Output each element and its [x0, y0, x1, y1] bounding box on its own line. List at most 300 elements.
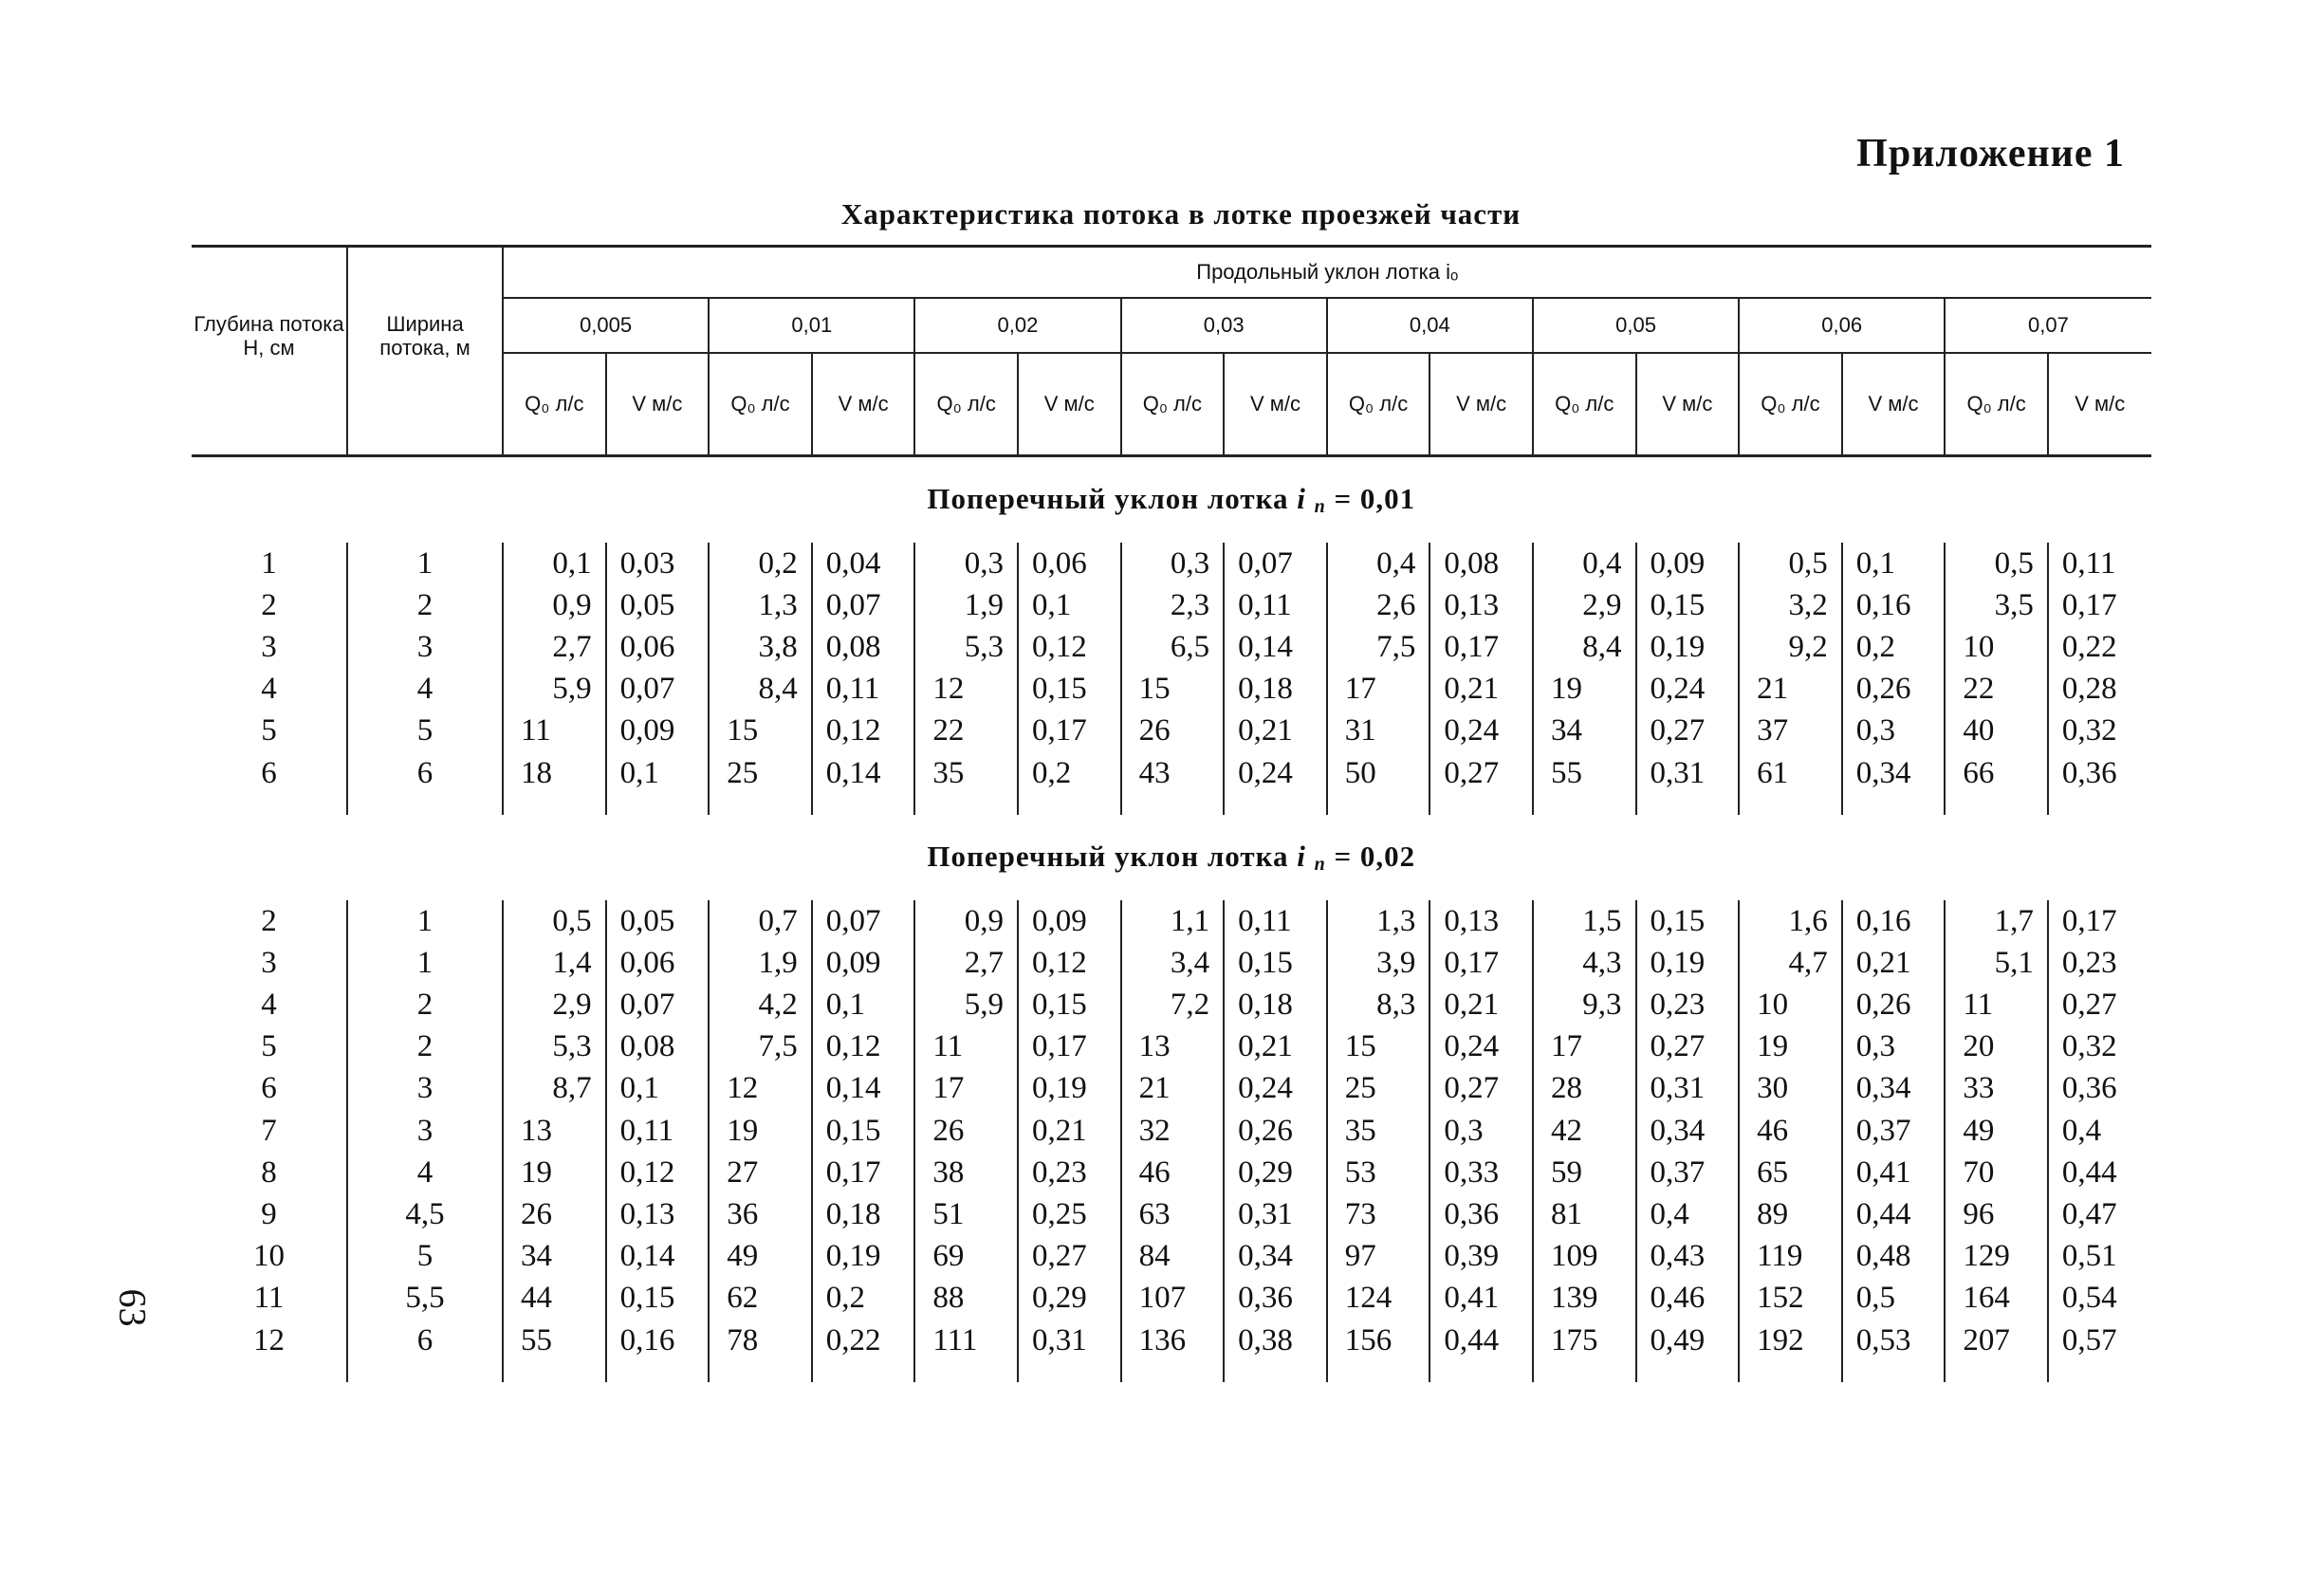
flow-q-cell: 70 — [1945, 1152, 2048, 1193]
section-gap — [192, 794, 2151, 815]
flow-q-cell: 1,5 — [1533, 900, 1636, 942]
velocity-v-cell: 0,12 — [812, 711, 915, 752]
flow-q-cell: 25 — [709, 752, 812, 794]
gap-cell — [1121, 1361, 1225, 1382]
flow-q-cell: 164 — [1945, 1278, 2048, 1320]
header-q — [1533, 353, 1636, 456]
table-row — [192, 752, 2151, 794]
flow-q-cell: 2,6 — [1327, 584, 1430, 626]
velocity-v-cell: 0,2 — [1018, 752, 1121, 794]
header-slope: 0,04 — [1327, 298, 1533, 353]
table-row — [192, 1236, 2151, 1278]
velocity-v-cell: 0,15 — [1636, 584, 1740, 626]
table-row — [192, 669, 2151, 711]
flow-q-cell: 81 — [1533, 1193, 1636, 1235]
width-cell: 1 — [347, 942, 503, 984]
flow-q-cell: 19 — [503, 1152, 606, 1193]
velocity-v-cell: 0,18 — [1224, 985, 1327, 1026]
width-cell: 6 — [347, 1320, 503, 1361]
velocity-v-cell: 0,24 — [1429, 711, 1533, 752]
flow-q-cell: 0,7 — [709, 900, 812, 942]
velocity-v-cell: 0,29 — [1018, 1278, 1121, 1320]
gap-cell — [1018, 1361, 1121, 1382]
flow-q-cell: 3,2 — [1739, 584, 1842, 626]
velocity-v-cell: 0,41 — [1429, 1278, 1533, 1320]
header-v-label: V м/с — [1456, 392, 1507, 416]
velocity-v-cell: 0,31 — [1224, 1193, 1327, 1235]
velocity-v-cell: 0,28 — [2048, 669, 2151, 711]
velocity-v-cell: 0,36 — [2048, 752, 2151, 794]
velocity-v-cell: 0,16 — [1842, 584, 1946, 626]
velocity-v-cell: 0,27 — [2048, 985, 2151, 1026]
flow-q-cell: 2,3 — [1121, 584, 1225, 626]
flow-q-cell: 192 — [1739, 1320, 1842, 1361]
velocity-v-cell: 0,15 — [1018, 669, 1121, 711]
header-v — [1429, 353, 1533, 456]
depth-cell: 9 — [261, 1197, 277, 1232]
flow-q-cell: 96 — [1945, 1193, 2048, 1235]
gap-cell — [1533, 1361, 1636, 1382]
velocity-v-cell: 0,26 — [1224, 1110, 1327, 1152]
velocity-v-cell: 0,38 — [1224, 1320, 1327, 1361]
flow-q-cell: 84 — [1121, 1236, 1225, 1278]
velocity-v-cell: 0,32 — [2048, 1026, 2151, 1068]
flow-q-cell: 13 — [1121, 1026, 1225, 1068]
velocity-v-cell: 0,19 — [812, 1236, 915, 1278]
velocity-v-cell: 0,11 — [1224, 900, 1327, 942]
flow-q-cell: 107 — [1121, 1278, 1225, 1320]
header-q-label: Q₀ л/с — [1761, 392, 1820, 416]
header-slope: 0,06 — [1739, 298, 1945, 353]
flow-q-cell: 10 — [1945, 626, 2048, 668]
flow-q-cell: 13 — [503, 1110, 606, 1152]
depth-cell: 4 — [261, 672, 277, 707]
table-row — [192, 1152, 2151, 1193]
flow-q-cell: 73 — [1327, 1193, 1430, 1235]
header-q — [503, 353, 606, 456]
depth-cell: 8 — [261, 1154, 277, 1190]
table-row — [192, 900, 2151, 942]
section-heading — [192, 456, 2151, 544]
velocity-v-cell: 0,34 — [1224, 1236, 1327, 1278]
flow-q-cell: 42 — [1533, 1110, 1636, 1152]
section-title-sub: n — [1314, 496, 1326, 517]
flow-q-cell: 26 — [914, 1110, 1018, 1152]
flow-q-cell: 4,2 — [709, 985, 812, 1026]
flow-q-cell: 19 — [1533, 669, 1636, 711]
depth-cell: 12 — [253, 1322, 285, 1358]
velocity-v-cell: 0,06 — [606, 626, 710, 668]
velocity-v-cell: 0,37 — [1636, 1152, 1740, 1193]
flow-q-cell: 38 — [914, 1152, 1018, 1193]
flow-q-cell: 4,3 — [1533, 942, 1636, 984]
flow-q-cell: 119 — [1739, 1236, 1842, 1278]
flow-q-cell: 69 — [914, 1236, 1018, 1278]
velocity-v-cell: 0,07 — [606, 985, 710, 1026]
velocity-v-cell: 0,15 — [1636, 900, 1740, 942]
velocity-v-cell: 0,09 — [1018, 900, 1121, 942]
velocity-v-cell: 0,19 — [1018, 1068, 1121, 1110]
header-v — [606, 353, 710, 456]
header-q — [1945, 353, 2048, 456]
flow-q-cell: 0,5 — [1739, 543, 1842, 584]
flow-q-cell: 43 — [1121, 752, 1225, 794]
flow-q-cell: 19 — [1739, 1026, 1842, 1068]
header-v-label: V м/с — [1868, 392, 1919, 416]
velocity-v-cell: 0,4 — [2048, 1110, 2151, 1152]
flow-q-cell: 0,5 — [503, 900, 606, 942]
flow-q-cell: 32 — [1121, 1110, 1225, 1152]
velocity-v-cell: 0,33 — [1429, 1152, 1533, 1193]
velocity-v-cell: 0,27 — [1018, 1236, 1121, 1278]
section-title-value: = 0,01 — [1334, 482, 1416, 515]
velocity-v-cell: 0,21 — [1224, 711, 1327, 752]
velocity-v-cell: 0,36 — [1429, 1193, 1533, 1235]
flow-q-cell: 4,7 — [1739, 942, 1842, 984]
velocity-v-cell: 0,44 — [1842, 1193, 1946, 1235]
velocity-v-cell: 0,17 — [1429, 942, 1533, 984]
velocity-v-cell: 0,11 — [2048, 543, 2151, 584]
flow-q-cell: 109 — [1533, 1236, 1636, 1278]
table-row — [192, 1193, 2151, 1235]
velocity-v-cell: 0,03 — [606, 543, 710, 584]
velocity-v-cell: 0,36 — [1224, 1278, 1327, 1320]
flow-q-cell: 34 — [503, 1236, 606, 1278]
gap-cell — [347, 794, 503, 815]
flow-q-cell: 0,3 — [1121, 543, 1225, 584]
depth-cell: 6 — [261, 1071, 277, 1106]
velocity-v-cell: 0,21 — [1429, 985, 1533, 1026]
flow-q-cell: 1,6 — [1739, 900, 1842, 942]
velocity-v-cell: 0,15 — [1018, 985, 1121, 1026]
header-q-label: Q₀ л/с — [936, 392, 996, 416]
gap-cell — [347, 1361, 503, 1382]
flow-q-cell: 15 — [709, 711, 812, 752]
gap-cell — [606, 794, 710, 815]
header-slope: 0,05 — [1533, 298, 1739, 353]
header-v-label: V м/с — [2075, 392, 2126, 416]
velocity-v-cell: 0,24 — [1224, 752, 1327, 794]
velocity-v-cell: 0,4 — [1636, 1193, 1740, 1235]
gap-cell — [1327, 1361, 1430, 1382]
gap-cell — [812, 794, 915, 815]
flow-q-cell: 31 — [1327, 711, 1430, 752]
flow-q-cell: 8,4 — [709, 669, 812, 711]
width-cell: 4,5 — [347, 1193, 503, 1235]
flow-q-cell: 5,3 — [503, 1026, 606, 1068]
flow-q-cell: 88 — [914, 1278, 1018, 1320]
depth-cell: 2 — [261, 587, 277, 622]
flow-q-cell: 136 — [1121, 1320, 1225, 1361]
section-title-prefix: Поперечный уклон лотка — [927, 482, 1289, 515]
velocity-v-cell: 0,54 — [2048, 1278, 2151, 1320]
flow-q-cell: 8,4 — [1533, 626, 1636, 668]
velocity-v-cell: 0,16 — [1842, 900, 1946, 942]
flow-q-cell: 46 — [1121, 1152, 1225, 1193]
header-v-label: V м/с — [1043, 392, 1095, 416]
flow-q-cell: 51 — [914, 1193, 1018, 1235]
velocity-v-cell: 0,1 — [812, 985, 915, 1026]
velocity-v-cell: 0,21 — [1224, 1026, 1327, 1068]
depth-cell: 1 — [261, 545, 277, 581]
velocity-v-cell: 0,53 — [1842, 1320, 1946, 1361]
table-row — [192, 626, 2151, 668]
gap-cell — [914, 794, 1018, 815]
gap-cell — [1429, 1361, 1533, 1382]
header-q — [914, 353, 1018, 456]
velocity-v-cell: 0,2 — [1842, 626, 1946, 668]
flow-q-cell: 124 — [1327, 1278, 1430, 1320]
header-slope: 0,03 — [1121, 298, 1327, 353]
depth-cell: 7 — [261, 1113, 277, 1148]
gap-cell — [709, 1361, 812, 1382]
velocity-v-cell: 0,11 — [812, 669, 915, 711]
table-body — [192, 456, 2151, 1383]
header-q-label: Q₀ л/с — [730, 392, 790, 416]
velocity-v-cell: 0,37 — [1842, 1110, 1946, 1152]
velocity-v-cell: 0,51 — [2048, 1236, 2151, 1278]
flow-q-cell: 49 — [709, 1236, 812, 1278]
gap-cell — [606, 1361, 710, 1382]
velocity-v-cell: 0,12 — [812, 1026, 915, 1068]
flow-q-cell: 65 — [1739, 1152, 1842, 1193]
flow-q-cell: 37 — [1739, 711, 1842, 752]
velocity-v-cell: 0,26 — [1842, 985, 1946, 1026]
depth-cell: 11 — [253, 1281, 285, 1316]
flow-q-cell: 10 — [1739, 985, 1842, 1026]
depth-cell: 2 — [261, 903, 277, 938]
velocity-v-cell: 0,22 — [812, 1320, 915, 1361]
flow-q-cell: 1,9 — [709, 942, 812, 984]
velocity-v-cell: 0,24 — [1636, 669, 1740, 711]
velocity-v-cell: 0,22 — [2048, 626, 2151, 668]
flow-q-cell: 0,3 — [914, 543, 1018, 584]
velocity-v-cell: 0,24 — [1224, 1068, 1327, 1110]
velocity-v-cell: 0,3 — [1842, 1026, 1946, 1068]
velocity-v-cell: 0,26 — [1842, 669, 1946, 711]
header-v — [2048, 353, 2151, 456]
section-heading-row — [192, 815, 2151, 900]
gap-cell — [2048, 794, 2151, 815]
velocity-v-cell: 0,29 — [1224, 1152, 1327, 1193]
table-row — [192, 1278, 2151, 1320]
flow-q-cell: 21 — [1739, 669, 1842, 711]
header-q — [709, 353, 812, 456]
velocity-v-cell: 0,14 — [1224, 626, 1327, 668]
velocity-v-cell: 0,32 — [2048, 711, 2151, 752]
velocity-v-cell: 0,1 — [606, 752, 710, 794]
flow-q-cell: 35 — [1327, 1110, 1430, 1152]
page-number: 63 — [111, 1288, 155, 1327]
velocity-v-cell: 0,1 — [1018, 584, 1121, 626]
section-title-sub: n — [1314, 854, 1326, 876]
header-v — [1842, 353, 1946, 456]
flow-q-cell: 11 — [1945, 985, 2048, 1026]
velocity-v-cell: 0,16 — [606, 1320, 710, 1361]
flow-q-cell: 66 — [1945, 752, 2048, 794]
gap-cell — [1429, 794, 1533, 815]
width-cell: 2 — [347, 1026, 503, 1068]
flow-q-cell: 59 — [1533, 1152, 1636, 1193]
velocity-v-cell: 0,3 — [1842, 711, 1946, 752]
velocity-v-cell: 0,18 — [812, 1193, 915, 1235]
table-row — [192, 1068, 2151, 1110]
flow-q-cell: 25 — [1327, 1068, 1430, 1110]
flow-q-cell: 8,7 — [503, 1068, 606, 1110]
header-slope: 0,02 — [914, 298, 1120, 353]
flow-q-cell: 12 — [709, 1068, 812, 1110]
flow-q-cell: 46 — [1739, 1110, 1842, 1152]
flow-q-cell: 30 — [1739, 1068, 1842, 1110]
gap-cell — [1739, 1361, 1842, 1382]
velocity-v-cell: 0,14 — [812, 1068, 915, 1110]
table-row — [192, 543, 2151, 584]
flow-q-cell: 21 — [1121, 1068, 1225, 1110]
table-row — [192, 942, 2151, 984]
velocity-v-cell: 0,34 — [1842, 1068, 1946, 1110]
velocity-v-cell: 0,07 — [812, 584, 915, 626]
velocity-v-cell: 0,27 — [1429, 752, 1533, 794]
flow-q-cell: 0,4 — [1533, 543, 1636, 584]
section-title-symbol: i — [1297, 482, 1306, 515]
velocity-v-cell: 0,23 — [1636, 985, 1740, 1026]
header-depth: Глубина потока H, см — [192, 247, 347, 456]
velocity-v-cell: 0,12 — [1018, 942, 1121, 984]
velocity-v-cell: 0,17 — [1018, 711, 1121, 752]
flow-q-cell: 5,3 — [914, 626, 1018, 668]
header-q-label: Q₀ л/с — [1142, 392, 1203, 416]
table-row — [192, 985, 2151, 1026]
width-cell: 2 — [347, 985, 503, 1026]
velocity-v-cell: 0,09 — [1636, 543, 1740, 584]
flow-q-cell: 18 — [503, 752, 606, 794]
velocity-v-cell: 0,13 — [1429, 584, 1533, 626]
section-title-symbol: i — [1297, 840, 1306, 874]
gap-cell — [1636, 1361, 1740, 1382]
header-v — [1018, 353, 1121, 456]
table-row — [192, 584, 2151, 626]
velocity-v-cell: 0,2 — [812, 1278, 915, 1320]
velocity-v-cell: 0,21 — [1018, 1110, 1121, 1152]
gap-cell — [709, 794, 812, 815]
gap-cell — [1224, 794, 1327, 815]
flow-q-cell: 0,5 — [1945, 543, 2048, 584]
velocity-v-cell: 0,08 — [1429, 543, 1533, 584]
header-q-label: Q₀ л/с — [525, 392, 584, 416]
flow-q-cell: 5,1 — [1945, 942, 2048, 984]
flow-q-cell: 22 — [914, 711, 1018, 752]
velocity-v-cell: 0,25 — [1018, 1193, 1121, 1235]
flow-q-cell: 8,3 — [1327, 985, 1430, 1026]
width-cell: 1 — [347, 900, 503, 942]
table-title: Характеристика потока в лотке проезжей части — [840, 197, 1522, 231]
depth-cell: 3 — [261, 629, 277, 664]
table-header — [192, 247, 2151, 456]
gap-cell — [503, 1361, 606, 1382]
flow-q-cell: 62 — [709, 1278, 812, 1320]
depth-cell: 4 — [261, 988, 277, 1023]
velocity-v-cell: 0,44 — [1429, 1320, 1533, 1361]
velocity-v-cell: 0,34 — [1842, 752, 1946, 794]
flow-q-cell: 12 — [914, 669, 1018, 711]
velocity-v-cell: 0,1 — [606, 1068, 710, 1110]
velocity-v-cell: 0,23 — [1018, 1152, 1121, 1193]
flow-q-cell: 0,9 — [914, 900, 1018, 942]
velocity-v-cell: 0,47 — [2048, 1193, 2151, 1235]
section-title-value: = 0,02 — [1334, 840, 1416, 874]
flow-q-cell: 36 — [709, 1193, 812, 1235]
width-cell: 5 — [347, 1236, 503, 1278]
section-title-prefix: Поперечный уклон лотка — [927, 840, 1289, 874]
depth-cell: 3 — [261, 945, 277, 980]
velocity-v-cell: 0,49 — [1636, 1320, 1740, 1361]
flow-q-cell: 11 — [914, 1026, 1018, 1068]
gap-cell — [812, 1361, 915, 1382]
flow-q-cell: 2,7 — [914, 942, 1018, 984]
flow-q-cell: 3,4 — [1121, 942, 1225, 984]
flow-q-cell: 1,9 — [914, 584, 1018, 626]
gap-cell — [192, 1361, 347, 1382]
flow-q-cell: 28 — [1533, 1068, 1636, 1110]
velocity-v-cell: 0,05 — [606, 900, 710, 942]
flow-q-cell: 61 — [1739, 752, 1842, 794]
velocity-v-cell: 0,39 — [1429, 1236, 1533, 1278]
flow-q-cell: 17 — [1533, 1026, 1636, 1068]
velocity-v-cell: 0,17 — [2048, 584, 2151, 626]
flow-q-cell: 89 — [1739, 1193, 1842, 1235]
gap-cell — [1018, 794, 1121, 815]
header-q-label: Q₀ л/с — [1966, 392, 2026, 416]
velocity-v-cell: 0,09 — [812, 942, 915, 984]
velocity-v-cell: 0,3 — [1429, 1110, 1533, 1152]
gap-cell — [1739, 794, 1842, 815]
flow-q-cell: 49 — [1945, 1110, 2048, 1152]
flow-q-cell: 2,7 — [503, 626, 606, 668]
width-cell: 6 — [347, 752, 503, 794]
flow-q-cell: 0,1 — [503, 543, 606, 584]
flow-q-cell: 9,3 — [1533, 985, 1636, 1026]
flow-q-cell: 2,9 — [1533, 584, 1636, 626]
table-row — [192, 711, 2151, 752]
flow-q-cell: 26 — [503, 1193, 606, 1235]
flow-q-cell: 17 — [914, 1068, 1018, 1110]
flow-table — [192, 245, 2151, 1382]
flow-q-cell: 33 — [1945, 1068, 2048, 1110]
flow-q-cell: 53 — [1327, 1152, 1430, 1193]
gap-cell — [914, 1361, 1018, 1382]
gap-cell — [2048, 1361, 2151, 1382]
width-cell: 1 — [347, 543, 503, 584]
header-v-label: V м/с — [1249, 392, 1300, 416]
velocity-v-cell: 0,07 — [606, 669, 710, 711]
flow-q-cell: 15 — [1327, 1026, 1430, 1068]
header-v-label: V м/с — [632, 392, 683, 416]
velocity-v-cell: 0,23 — [2048, 942, 2151, 984]
width-cell: 2 — [347, 584, 503, 626]
table-row — [192, 1320, 2151, 1361]
velocity-v-cell: 0,06 — [606, 942, 710, 984]
flow-q-cell: 207 — [1945, 1320, 2048, 1361]
velocity-v-cell: 0,43 — [1636, 1236, 1740, 1278]
appendix-label: Приложение 1 — [1856, 132, 2125, 175]
header-slope: 0,01 — [709, 298, 914, 353]
gap-cell — [1327, 794, 1430, 815]
velocity-v-cell: 0,27 — [1636, 1026, 1740, 1068]
table-row — [192, 1026, 2151, 1068]
flow-q-cell: 17 — [1327, 669, 1430, 711]
section-heading — [192, 815, 2151, 900]
velocity-v-cell: 0,21 — [1429, 669, 1533, 711]
